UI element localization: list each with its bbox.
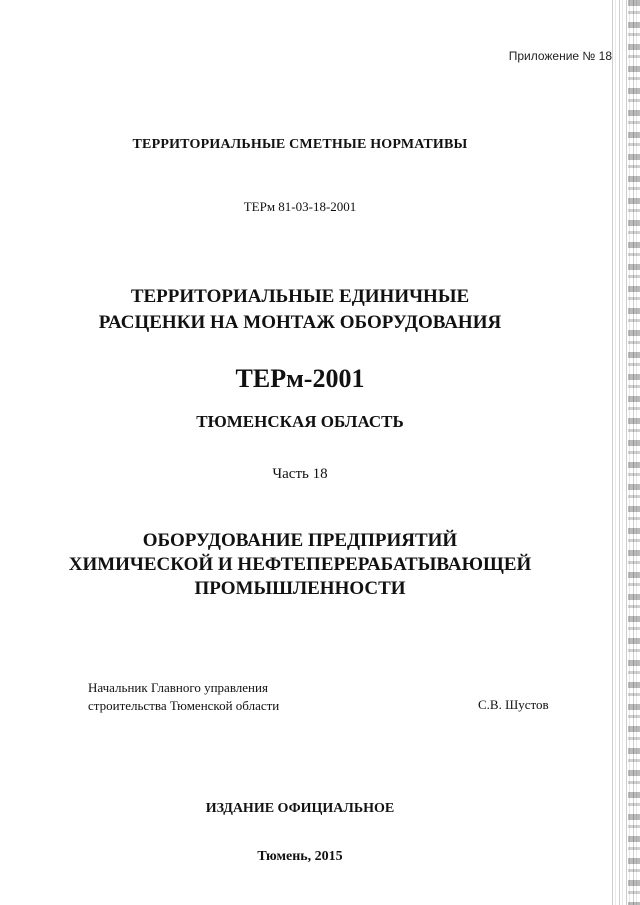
short-title: ТЕРм-2001 (235, 364, 365, 393)
annex-number: Приложение № 18 (508, 49, 612, 63)
document-code: ТЕРм 81-03-18-2001 (243, 199, 357, 214)
signatory-name: С.В. Шустов (478, 697, 549, 712)
subject-line-3: ПРОМЫШЛЕННОСТИ (194, 578, 406, 599)
document-header: ТЕРРИТОРИАЛЬНЫЕ СМЕТНЫЕ НОРМАТИВЫ (132, 137, 468, 152)
part-number: Часть 18 (272, 466, 328, 482)
main-title-line-1: ТЕРРИТОРИАЛЬНЫЕ ЕДИНИЧНЫЕ (130, 286, 470, 307)
main-title-line-2: РАСЦЕНКИ НА МОНТАЖ ОБОРУДОВАНИЯ (98, 312, 502, 333)
signatory-position (88, 679, 279, 715)
main-title (40, 284, 560, 336)
subject-title (40, 529, 560, 601)
subject-line-1: ОБОРУДОВАНИЕ ПРЕДПРИЯТИЙ (142, 530, 458, 551)
edition-label: ИЗДАНИЕ ОФИЦИАЛЬНОЕ (205, 801, 395, 816)
region-title: ТЮМЕНСКАЯ ОБЛАСТЬ (196, 412, 404, 431)
subject-line-2: ХИМИЧЕСКОЙ И НЕФТЕПЕРЕРАБАТЫВАЮЩЕЙ (68, 554, 532, 575)
signatory-position-line-2: строительства Тюменской области (88, 698, 280, 713)
city-year: Тюмень, 2015 (257, 849, 343, 864)
signatory-position-line-1: Начальник Главного управления (88, 680, 268, 695)
scan-edge-artifact-2 (628, 0, 640, 905)
